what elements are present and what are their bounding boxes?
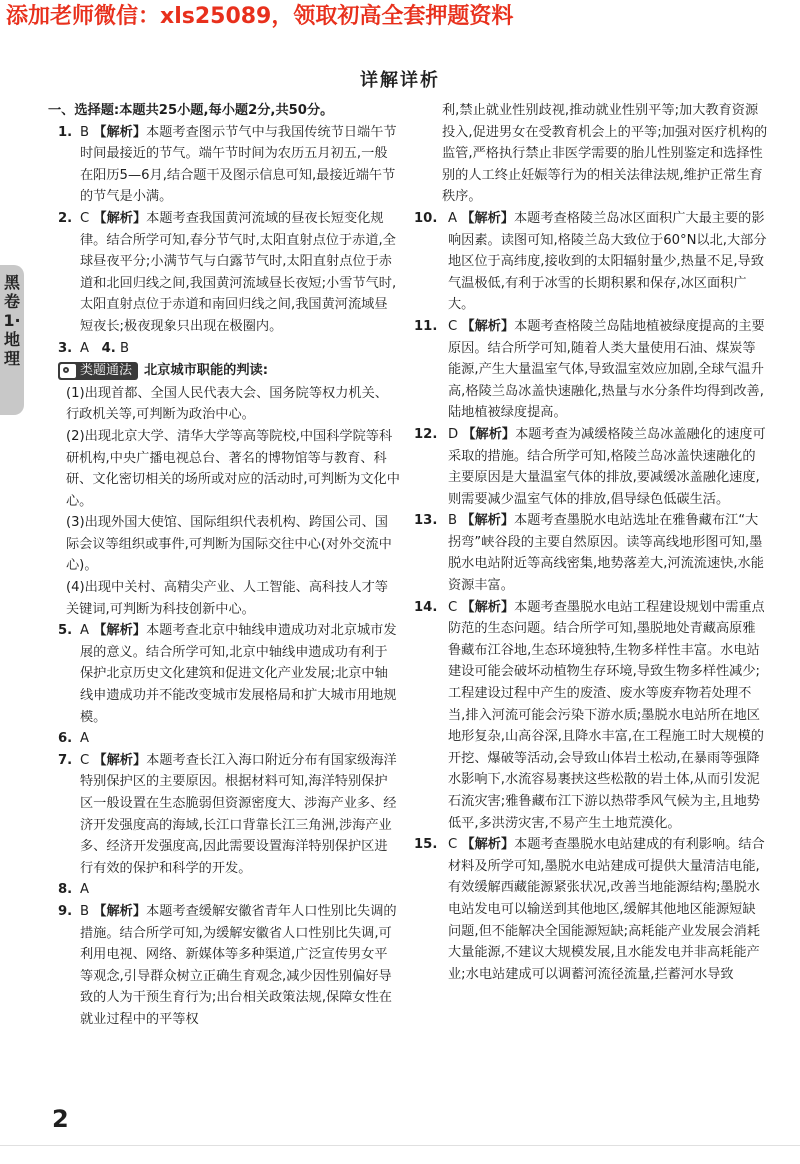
key-icon	[60, 364, 76, 378]
left-column	[48, 100, 400, 1031]
analysis-tag: 【解析】	[93, 124, 147, 140]
answer-item-9-continued	[420, 100, 768, 208]
analysis-tag: 【解析】	[461, 210, 514, 226]
page-number: 2	[52, 1105, 69, 1133]
method-point-4: (4)出现中关村、高精尖产业、人工智能、高科技人才等关键词,可判断为科技创新中心。	[66, 580, 388, 617]
answer-letter: C	[448, 837, 458, 853]
answer-letter: A	[80, 340, 90, 356]
answer-letter: A	[80, 623, 90, 639]
answer-item-10	[414, 208, 768, 316]
page-title: 详解详析	[360, 70, 440, 91]
method-point-1: (1)出现首都、全国人民代表大会、国务院等权力机关、行政机关等,可判断为政治中心。	[66, 385, 388, 423]
analysis-text: 本题考查我国黄河流域的昼夜长短变化规律。结合所学可知,春分节气时,太阳直射点位于赤道,全球昼夜平分;小满节气与白露节气时,太阳直射点位于赤道和北回归线之间,我国黄河流域昼长夜短;小雪节气时,太阳直射点位于赤道和南回归线之间,我国黄河流域昼短夜长;极夜现象只出现在极圈内。	[80, 210, 397, 334]
question-number: 2.	[58, 210, 73, 226]
method-point-3: (3)出现外国大使馆、国际组织代表机构、跨国公司、国际会议等组织或事件,可判断为国际交往中心(对外交流中心)。	[66, 515, 392, 574]
question-number: 9.	[58, 903, 73, 919]
question-number: 5.	[58, 623, 73, 639]
analysis-tag: 【解析】	[93, 752, 147, 768]
method-label	[58, 362, 138, 380]
answer-letter: C	[448, 599, 458, 615]
analysis-text: 利,禁止就业性别歧视,推动就业性别平等;加大教育资源投入,促进男女在受教育机会上的平等;加强对医疗机构的监管,严格执行禁止非医学需要的胎儿性别鉴定和选择性别的人工终止妊娠等行为的相关法律法规,维护正常生育秩序。	[442, 103, 768, 205]
analysis-tag: 【解析】	[93, 623, 146, 639]
question-number: 13.	[414, 513, 438, 529]
answer-item-12	[414, 424, 768, 510]
question-number: 14.	[414, 599, 438, 615]
answer-letter: B	[80, 124, 90, 140]
answer-item-1	[58, 122, 400, 208]
analysis-tag: 【解析】	[93, 210, 147, 226]
question-number-4: 4.	[101, 340, 116, 356]
answer-letter-4: B	[120, 340, 130, 356]
watermark-banner: 添加老师微信：xls25089，领取初高全套押题资料	[6, 4, 514, 29]
analysis-tag: 【解析】	[93, 903, 147, 919]
analysis-text: 本题考查墨脱水电站选址在雅鲁藏布江“大拐弯”峡谷段的主要自然原因。读等高线地形图可知,墨脱水电站附近等高线密集,地势落差大,河流流速快,水能资源丰富。	[448, 513, 764, 594]
answer-item-5	[58, 620, 400, 728]
answer-item-15	[414, 834, 768, 985]
answer-letter: A	[80, 882, 90, 898]
section-heading: 一、选择题:本题共25小题,每小题2分,共50分。	[48, 103, 334, 118]
question-number: 15.	[414, 837, 438, 853]
answer-item-8	[58, 879, 400, 901]
question-number: 12.	[414, 426, 438, 442]
answer-letter: C	[80, 210, 90, 226]
analysis-text: 本题考查长江入海口附近分布有国家级海洋特别保护区的主要原因。根据材料可知,海洋特别保护区一般设置在生态脆弱但资源密度大、涉海产业多、经济开发强度高的海域,长江口背靠长江三角洲,涉海产业多、经济开发强度高,因此需要设置海洋特别保护区进行有效的保护和科学的开发。	[80, 752, 397, 876]
question-number: 11.	[414, 318, 438, 334]
answer-letter: D	[448, 426, 459, 442]
analysis-tag: 【解析】	[461, 837, 515, 853]
method-title: 北京城市职能的判读:	[144, 363, 268, 379]
answer-item-14	[414, 597, 768, 835]
question-number: 10.	[414, 210, 438, 226]
analysis-tag: 【解析】	[462, 426, 516, 442]
analysis-text: 本题考查墨脱水电站建成的有利影响。结合材料及所学可知,墨脱水电站建成可提供大量清洁电能,有效缓解西藏能源紧张状况,改善当地能源结构;墨脱水电站发电可以输送到其他地区,缓解其他地区能源短缺问题,但不能解决全国能源短缺;高耗能产业发展会消耗大量能源,不建议大规模发展,且水能发电并非高耗能产业;水电站建成可以调蓄河流径流量,拦蓄河水导致	[448, 837, 765, 982]
answer-letter: C	[80, 752, 90, 768]
method-point-2: (2)出现北京大学、清华大学等高等院校,中国科学院等科研机构,中央广播电视总台、著名的博物馆等与教育、科研、文化密切相关的场所或对应的活动时,可判断为文化中心。	[66, 428, 400, 509]
answer-letter: A	[80, 731, 90, 747]
analysis-text: 本题考查格陵兰岛陆地植被绿度提高的主要原因。结合所学可知,随着人类大量使用石油、煤炭等能源,产生大量温室气体,导致温室效应加剧,全球气温升高,格陵兰岛冰盖快速融化,热量与水分条件均得到改善,陆地植被绿度提高。	[448, 318, 765, 421]
answer-letter: B	[80, 903, 90, 919]
question-number: 3.	[58, 340, 73, 356]
analysis-text: 本题考查墨脱水电站工程建设规划中需重点防范的生态问题。结合所学可知,墨脱地处青藏高原雅鲁藏布江谷地,生态环境独特,生物多样性丰富。水电站建设可能会破坏动植物生存环境,导致生物多样性减少;工程建设过程中产生的废渣、废水等废弃物若处理不当,排入河流可能会污染下游水质;墨脱水电站所在地区地形复杂,山高谷深,且降水丰富,在工程施工时大规模的开挖、爆破等活动,会导致山体岩土松动,在暴雨等强降水影响下,水流容易裹挟这些松散的岩土体,从而引发泥石流灾害;雅鲁藏布江下游以热带季风气候为主,且地势低平,多洪涝灾害,不易产生土地荒漠化。	[448, 599, 765, 831]
analysis-text: 本题考查缓解安徽省青年人口性别比失调的措施。结合所学可知,为缓解安徽省人口性别比失调,可利用电视、网络、新媒体等多种渠道,广泛宣传男女平等观念,引导群众树立正确生育观念,减少因性别偏好导致的人为干预生育行为;出台相关政策法规,保障女性在就业过程中的平等权	[80, 903, 397, 1027]
bottom-divider	[0, 1145, 800, 1146]
right-column	[414, 100, 768, 985]
analysis-tag: 【解析】	[461, 513, 515, 529]
side-tab	[0, 265, 24, 415]
answer-item-11	[414, 316, 768, 424]
answer-letter: A	[448, 210, 458, 226]
analysis-tag: 【解析】	[461, 599, 515, 615]
question-number: 8.	[58, 882, 73, 898]
analysis-text: 本题考查北京中轴线申遗成功对北京城市发展的意义。结合所学可知,北京中轴线申遗成功有利于保护北京历史文化建筑和促进文化产业发展;北京中轴线申遗成功并不能改变城市发展格局和扩大城市用地规模。	[80, 623, 397, 725]
side-tab-label: 黑卷1·地理	[3, 273, 21, 368]
analysis-tag: 【解析】	[461, 318, 515, 334]
question-number: 7.	[58, 752, 73, 768]
question-number: 6.	[58, 731, 73, 747]
question-number: 1.	[58, 124, 73, 140]
answer-item-13	[414, 510, 768, 596]
analysis-text: 本题考查图示节气中与我国传统节日端午节时间最接近的节气。端午节时间为农历五月初五,一般在阳历5—6月,结合题干及图示信息可知,最接近端午节的节气是小满。	[80, 124, 397, 205]
answer-item-2	[58, 208, 400, 338]
answer-letter: B	[448, 513, 458, 529]
method-label-text: 类题通法	[80, 363, 133, 379]
answer-item-9	[58, 901, 400, 1031]
answer-item-7	[58, 750, 400, 880]
answer-item-6	[58, 728, 400, 750]
answer-item-3-4	[58, 338, 400, 360]
method-box	[58, 360, 400, 382]
answer-letter: C	[448, 318, 458, 334]
analysis-text: 本题考查为减缓格陵兰岛冰盖融化的速度可采取的措施。结合所学可知,格陵兰岛冰盖快速融化的主要原因是大量温室气体的排放,要减缓冰盖融化速度,则需要减少温室气体的排放,倡导绿色低碳生活。	[448, 426, 766, 507]
analysis-text: 本题考查格陵兰岛冰区面积广大最主要的影响因素。读图可知,格陵兰岛大致位于60°N以北,大部分地区位于高纬度,接收到的太阳辐射量少,热量不足,导致气温极低,有利于冰雪的长期积累和保存,冰区面积广大。	[448, 210, 767, 313]
